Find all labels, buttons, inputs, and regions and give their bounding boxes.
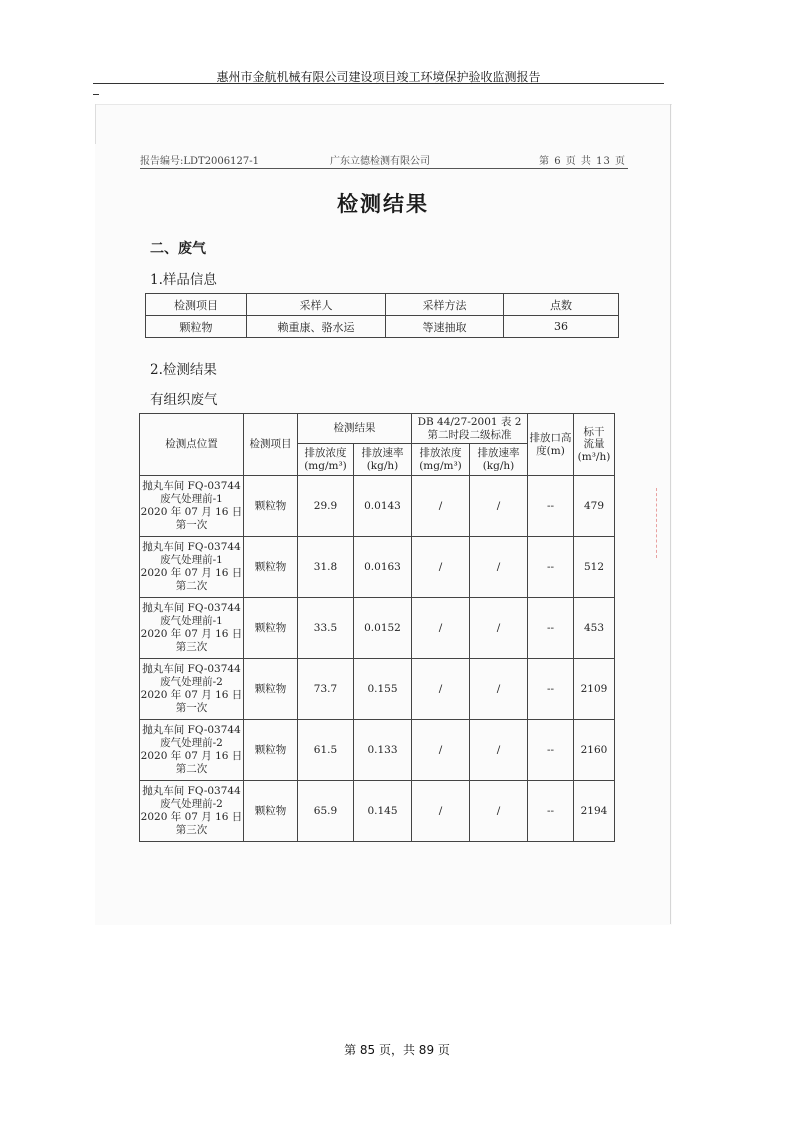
header-std-conc [412,444,470,476]
conc-cell: 73.7 [298,659,354,720]
height-cell: -- [528,537,574,598]
results-body [140,476,615,842]
std-rate-cell: / [470,659,528,720]
std-conc-label: 排放浓度 [419,446,462,459]
header-results: 检测结果 [298,414,412,444]
company-name: 广东立德检测有限公司 [330,156,430,167]
scan-edge-left [95,104,96,144]
location-line2: 废气处理前-2 [160,675,223,688]
flow-line3: (m³/h) [577,450,611,463]
location-cell [140,659,244,720]
header-cell: 点数 [504,294,619,316]
outer-report-header: 惠州市金航机械有限公司建设项目竣工环境保护验收监测报告 [216,70,541,84]
conc-cell: 65.9 [298,781,354,842]
section-heading: 二、废气 [150,241,206,257]
inner-page-number: 第 6 页 共 13 页 [539,156,626,167]
location-line2: 废气处理前-2 [160,797,223,810]
std-rate-cell: / [470,598,528,659]
conc-cell: 31.8 [298,537,354,598]
rate-cell: 0.155 [354,659,412,720]
header-conc [298,444,354,476]
location-line3: 2020 年 07 月 16 日 [140,567,243,579]
inner-header-rule [140,168,628,169]
outer-header-mark [93,94,99,95]
std-conc-unit: (mg/m³) [419,459,462,472]
height-cell: -- [528,720,574,781]
item-cell: 颗粒物 [244,476,298,537]
standard-line2: 第二时段二级标准 [427,428,512,441]
std-conc-cell: / [412,537,470,598]
height-cell: -- [528,781,574,842]
seam-stamp-mark [656,488,660,558]
location-line3: 2020 年 07 月 16 日 [140,689,243,701]
location-cell [140,781,244,842]
header-cell: 采样人 [247,294,386,316]
flow-cell: 2160 [574,720,615,781]
std-conc-cell: / [412,720,470,781]
conc-cell: 61.5 [298,720,354,781]
location-line4: 第三次 [175,824,208,837]
inner-page-header [140,152,626,168]
outer-header-rule [93,83,664,84]
location-line1: 抛丸车间 FQ-03744 [142,540,241,553]
table-row [140,720,615,781]
rate-cell: 0.0152 [354,598,412,659]
sample-info-table [145,293,619,338]
location-line1: 抛丸车间 FQ-03744 [142,784,241,797]
rate-cell: 0.0143 [354,476,412,537]
rate-cell: 0.133 [354,720,412,781]
table-header-row [140,414,615,444]
subsection-results: 2.检测结果 [150,362,217,378]
flow-cell: 479 [574,476,615,537]
location-line2: 废气处理前-1 [160,492,223,505]
flow-cell: 453 [574,598,615,659]
location-line3: 2020 年 07 月 16 日 [140,811,243,823]
flow-cell: 2194 [574,781,615,842]
header-rate [354,444,412,476]
table-row [140,781,615,842]
location-line3: 2020 年 07 月 16 日 [140,750,243,762]
conc-unit: (mg/m³) [304,459,347,472]
location-line3: 2020 年 07 月 16 日 [140,628,243,640]
location-line1: 抛丸车间 FQ-03744 [142,723,241,736]
location-line4: 第一次 [175,519,208,532]
height-cell: -- [528,598,574,659]
page-footer: 第 85 页，共 89 页 [344,1043,450,1057]
document-title: 检测结果 [337,191,429,216]
table-row [140,598,615,659]
item-cell: 颗粒物 [244,537,298,598]
table-row [140,659,615,720]
table-cell: 36 [504,316,619,338]
std-conc-cell: / [412,781,470,842]
flow-cell: 2109 [574,659,615,720]
item-cell: 颗粒物 [244,659,298,720]
table-row [146,316,619,338]
location-line2: 废气处理前-1 [160,553,223,566]
location-line1: 抛丸车间 FQ-03744 [142,662,241,675]
location-line1: 抛丸车间 FQ-03744 [142,479,241,492]
location-line2: 废气处理前-2 [160,736,223,749]
subsection-organized-exhaust: 有组织废气 [150,392,218,408]
header-location: 检测点位置 [140,414,244,476]
std-rate-cell: / [470,781,528,842]
item-cell: 颗粒物 [244,598,298,659]
std-conc-cell: / [412,598,470,659]
rate-cell: 0.145 [354,781,412,842]
table-cell: 赖重康、骆水运 [247,316,386,338]
scan-edge-right [670,104,671,924]
std-rate-cell: / [470,720,528,781]
location-cell [140,476,244,537]
location-line4: 第一次 [175,702,208,715]
location-line2: 废气处理前-1 [160,614,223,627]
std-conc-cell: / [412,476,470,537]
height-cell: -- [528,476,574,537]
conc-cell: 29.9 [298,476,354,537]
table-header-row [146,294,619,316]
std-rate-cell: / [470,537,528,598]
subsection-sample-info: 1.样品信息 [150,272,217,288]
conc-label: 排放浓度 [304,446,347,459]
std-conc-cell: / [412,659,470,720]
item-cell: 颗粒物 [244,781,298,842]
table-row [140,537,615,598]
location-line3: 2020 年 07 月 16 日 [140,506,243,518]
location-cell [140,598,244,659]
std-rate-unit: (kg/h) [482,459,515,472]
std-rate-label: 排放速率 [477,446,520,459]
results-table [139,413,615,842]
item-cell: 颗粒物 [244,720,298,781]
rate-unit: (kg/h) [366,459,399,472]
location-line4: 第二次 [175,763,208,776]
flow-line1: 标干 [583,425,605,438]
header-outlet-height: 排放口高度(m) [528,414,574,476]
header-std-rate [470,444,528,476]
header-item: 检测项目 [244,414,298,476]
table-row [140,476,615,537]
table-cell: 等速抽取 [386,316,504,338]
flow-cell: 512 [574,537,615,598]
header-cell: 采样方法 [386,294,504,316]
location-cell [140,537,244,598]
location-cell [140,720,244,781]
rate-label: 排放速率 [361,446,404,459]
header-cell: 检测项目 [146,294,247,316]
standard-line1: DB 44/27-2001 表 2 [417,415,522,428]
height-cell: -- [528,659,574,720]
header-standard [412,414,528,444]
location-line1: 抛丸车间 FQ-03744 [142,601,241,614]
table-cell: 颗粒物 [146,316,247,338]
location-line4: 第二次 [175,580,208,593]
report-number: 报告编号:LDT2006127-1 [140,156,259,167]
std-rate-cell: / [470,476,528,537]
header-flow [574,414,615,476]
flow-line2: 流量 [583,438,605,451]
location-line4: 第三次 [175,641,208,654]
rate-cell: 0.0163 [354,537,412,598]
conc-cell: 33.5 [298,598,354,659]
